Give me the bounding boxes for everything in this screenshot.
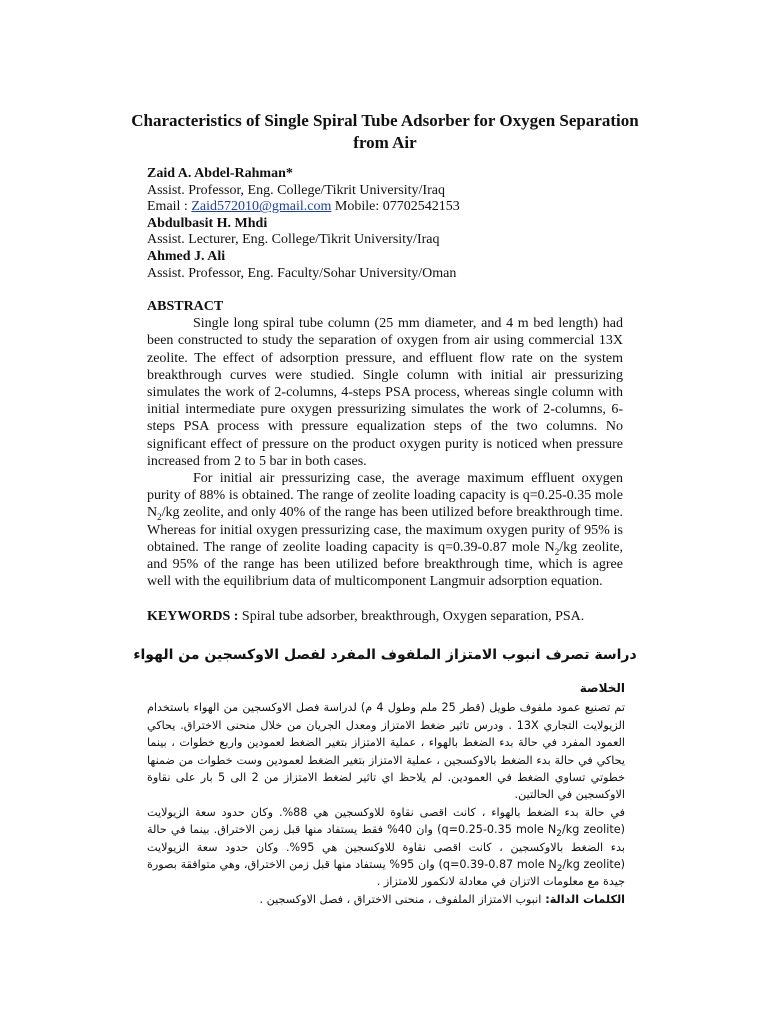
abstract-paragraph-1: Single long spiral tube column (25 mm diameter, and 4 m bed length) had been constructed to study the separation of oxygen from air using commercial 13X zeolite. The effect of adsorption pressure, and effluent flow rate on the system breakthrough curves were studied. Single column with initial air pressurizing simulates the work of 2-columns, 4-steps PSA process, whereas single column with initial intermediate pure oxygen pressurizing simulates the work of 2-columns, 6-steps PSA process with pressure equalization steps of the two columns. No significant effect of pressure on the product oxygen purity is noticed when pressure increased from 2 to 5 bar in both cases.	[147, 316, 623, 469]
author-affiliation-3: Assist. Professor, Eng. Faculty/Sohar University/Oman	[147, 265, 457, 281]
subscript-2: 2	[556, 864, 563, 875]
email-label: Email :	[147, 199, 192, 215]
subscript-2: 2	[554, 546, 560, 557]
arabic-p2-part-c: /kg zeolite) وان 95% يستفاد منها قبل زمن الاختراق، وهي متوافقة بصورة جيدة مع معلومات الاتزان في معادلة لانكمور للامتزاز .	[147, 858, 625, 889]
arabic-paragraph-1: تم تصنيع عمود ملفوف طويل (قطر 25 ملم وطول 4 م) لدراسة فصل الاوكسجين من الهواء باستخدام الزيولايت التجاري 13X . ودرس تاثير ضغط الامتزاز ومعدل الجريان من خلال منحنى الاختراق. يحاكي العمود المفرد في حالة بدء الضغط بالهواء ، عملية الامتزاز بتغير الضغط لعمودين واربع خطوات ، بينما يحاكي في حالة بدء الضغط بالاوكسجين ، عملية الامتزاز بتغير الضغط لعمودين وست خطوات من ضمنها خطوتي تساوي الضغط في العمودين. لم يلاحظ اي تاثير لضغط الامتزاز من 2 الى 5 بار على نقاوة الاوكسجين في الحالتين.	[147, 701, 626, 802]
abstract-p2-part-b: /kg zeolite, and only 40% of the range has been utilized before breakthrough time. Whereas for initial oxygen pressurizing case, the maximum oxygen purity of 95% is obtained. The range of zeolite loading capacity is q=0.39-0.87 mole N	[147, 505, 623, 555]
abstract-p2-part-c: /kg zeolite, and 95% of the range has been utilized before breakthrough time, which is agree well with the equilibrium data of multicomponent Langmuir adsorption equation.	[147, 539, 623, 590]
arabic-keywords-text: انبوب الامتزاز الملفوف ، منحنى الاختراق ، فصل الاوكسجين .	[259, 892, 542, 906]
arabic-keywords-label: الكلمات الدالة:	[541, 892, 625, 906]
arabic-p2-part-b: /kg zeolite) وان 40% فقط يستفاد منها قبل زمن الاختراق. بينما في حالة بدء الضغط بالاوكسجين ، كانت اقصى نقاوة للاوكسجين هي 95%. وكان حدود سعة الزيولايت (q=0.39-0.87 mole N	[147, 823, 625, 872]
email-link[interactable]: Zaid572010@gmail.com	[191, 199, 332, 215]
keywords-line	[147, 608, 627, 625]
author-name-2: Abdulbasit H. Mhdi	[147, 215, 268, 231]
arabic-paragraph-2	[147, 804, 625, 891]
paper-title: Characteristics of Single Spiral Tube Adsorber for Oxygen Separation from Air	[131, 111, 639, 152]
subscript-2: 2	[157, 512, 162, 523]
abstract-paragraph-2	[147, 470, 623, 590]
arabic-title: دراسة تصرف انبوب الامتزاز الملفوف المفرد لفصل الاوكسجين من الهواء	[133, 647, 637, 663]
arabic-abstract	[147, 680, 625, 908]
mobile-text: Mobile: 07702542153	[331, 199, 460, 215]
author-affiliation-1: Assist. Professor, Eng. College/Tikrit University/Iraq	[147, 182, 445, 198]
keywords-text: Spiral tube adsorber, breakthrough, Oxygen separation, PSA.	[241, 609, 585, 624]
arabic-keywords-line	[147, 891, 625, 908]
abstract-heading: ABSTRACT	[147, 299, 224, 314]
author-name-3: Ahmed J. Ali	[147, 248, 226, 264]
author-affiliation-2: Assist. Lecturer, Eng. College/Tikrit University/Iraq	[147, 232, 440, 248]
abstract-section	[147, 298, 623, 590]
author-contact-line	[147, 199, 627, 216]
arabic-p2-part-a: في حالة بدء الضغط بالهواء ، كانت اقصى نقاوة للاوكسجين هي 88%. وكان حدود سعة الزيولايت (q=0.25-0.35 mole N	[147, 805, 625, 837]
keywords-label: KEYWORDS :	[147, 609, 242, 624]
subscript-2: 2	[556, 829, 562, 840]
abstract-p2-part-a: For initial air pressurizing case, the average maximum effluent oxygen purity of 88% is obtained. The range of zeolite loading capacity is q=0.25-0.35 mole N	[147, 471, 623, 521]
author-block	[147, 166, 627, 282]
author-name-1: Zaid A. Abdel-Rahman*	[147, 166, 293, 181]
arabic-heading: الخلاصة	[579, 681, 625, 695]
